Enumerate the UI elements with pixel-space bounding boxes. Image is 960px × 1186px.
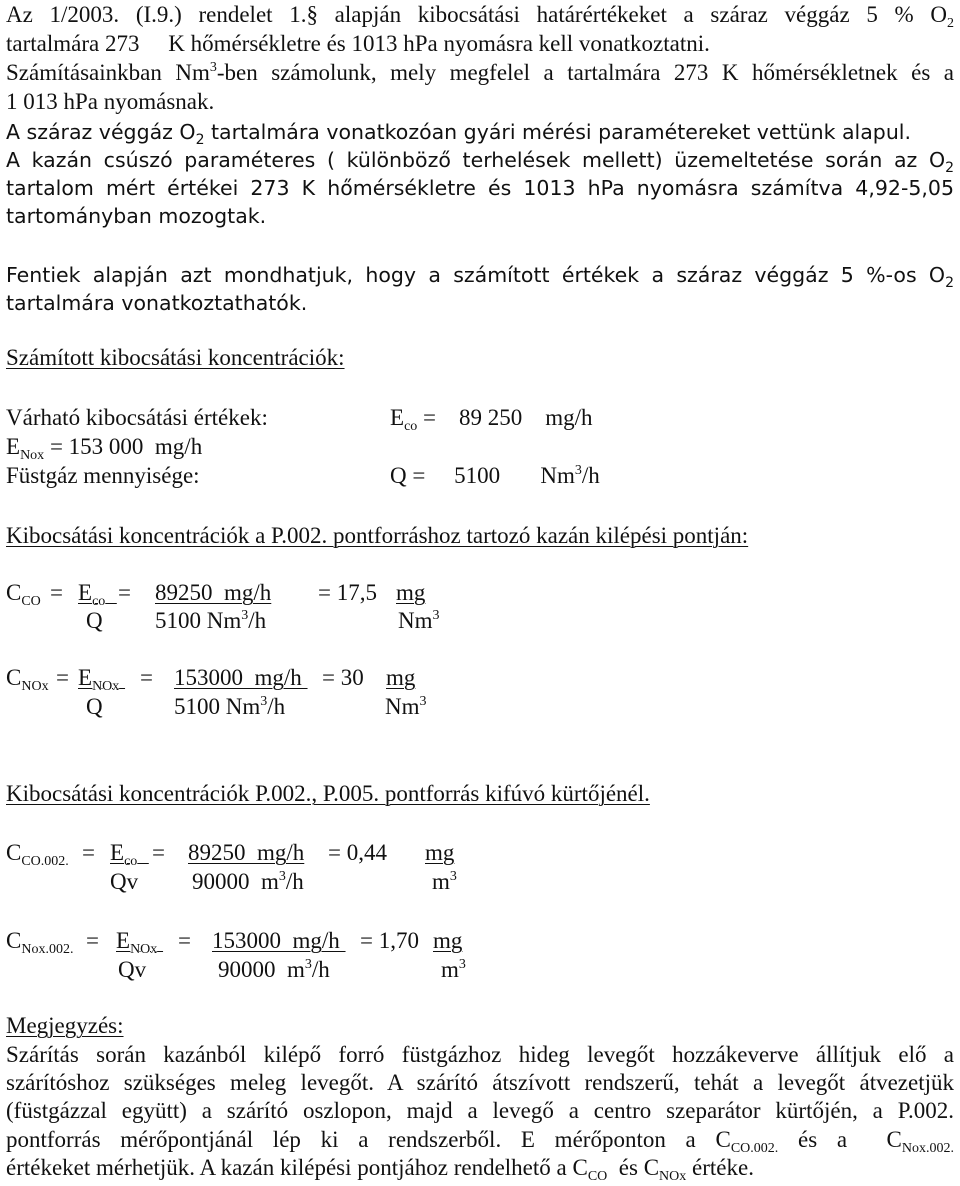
calc-cco-002-unit-den: $m^3$ — [432, 869, 457, 894]
note-line-4: pontforrás mérőpontjánál lép ki a rendszerből. E mérőponton a $C_{CO.002.}$ és a $C_{Nox.002.}$ — [6, 1127, 954, 1156]
calc-cnox-unit-num: mg — [386, 665, 416, 690]
calc-cnox-e: $E_{NOx}$ — [78, 665, 120, 694]
calc-cnox-unit-den: Nm$^3$ — [385, 694, 427, 719]
calc-cnox-result: = 30 — [322, 665, 364, 690]
calc-cnox-002-result: = 1,70 — [360, 928, 419, 953]
flue-gas-value: Q = 5100 Nm$^3$/h — [390, 463, 600, 488]
calc-cco-002-unit-num: mg — [425, 840, 455, 865]
intro-line-4: 1 013 hPa nyomásnak. — [6, 89, 215, 114]
calc-cco-002-denominator: 90000 $m^3/h$ — [192, 869, 304, 894]
heading-calculated-concentrations: Számított kibocsátási koncentrációk: — [6, 345, 345, 370]
calc-cnox-numerator: 153000 mg/h — [174, 665, 308, 690]
note-line-5: értékeket mérhetjük. A kazán kilépési pontjához rendelhető a $C_{CO}$ és $C_{NOx}$ értéke. — [6, 1155, 754, 1184]
enox-value: $E_{Nox} = 153$ 000 mg/h — [6, 434, 203, 463]
note-line-1: Szárítás során kazánból kilépő forró füstgázhoz hideg levegőt hozzákeverve állítjuk elő a — [6, 1042, 954, 1067]
calc-cco-eq1: = — [50, 580, 63, 605]
intro-line-6: A kazán csúszó paraméteres ( különböző terhelések mellett) üzemeltetése során az $O_2$ — [6, 148, 954, 176]
calc-cco-002-result: = 0,44 — [328, 840, 387, 865]
calc-cco-002-e: $E_{co}$ — [110, 840, 138, 869]
calc-cnox-002-e: $E_{NOx}$ — [116, 928, 158, 957]
intro-line-8: tartományban mozogtak. — [6, 204, 267, 228]
heading-boiler-exit-concentrations: Kibocsátási koncentrációk a P.002. pontforráshoz tartozó kazán kilépési pontján: — [6, 523, 749, 548]
calc-cco-unit-num: mg — [396, 580, 426, 605]
calc-cco-q: Q — [86, 608, 103, 633]
note-heading: Megjegyzés: — [6, 1013, 124, 1038]
calc-cco-e: $E_{co}$ — [78, 580, 106, 609]
calc-cco-eq2: = — [118, 580, 131, 605]
expected-values-label: Várható kibocsátási értékek: — [6, 405, 268, 430]
intro-line-5: A száraz véggáz $O_2$ tartalmára vonatkozóan gyári mérési paramétereket vettünk alapul. — [6, 120, 912, 148]
intro-line-1: Az 1/2003. (I.9.) rendelet 1.§ alapján kibocsátási határértékeket a száraz véggáz 5 % $O_2$ — [6, 2, 954, 31]
intro-line-2: tartalmára 273 K hőmérsékletre és 1013 hPa nyomásra kell vonatkoztatni. — [6, 31, 710, 56]
calc-cnox-eq2: = — [140, 665, 153, 690]
note-line-2: szárítóshoz szükséges meleg levegőt. A szárító átszívott rendszerű, tehát a levegőt átvezetjük — [6, 1070, 954, 1095]
heading-chimney-concentrations: Kibocsátási koncentrációk P.002., P.005. pontforrás kifúvó kürtőjénél. — [6, 781, 650, 806]
eco-value: $E_{co}$ = 89 250 mg/h — [390, 405, 593, 434]
intro-line-7: tartalom mért értékei 273 K hőmérsékletre és 1013 hPa nyomásra számítva 4,92-5,05 — [6, 176, 954, 200]
calc-cco-denominator: 5100 Nm$^3$/h — [155, 608, 267, 633]
calc-cnox-denominator: 5100 Nm$^3$/h — [174, 694, 286, 719]
paragraph-2-line-2: tartalmára vonatkoztathatók. — [6, 291, 308, 315]
flue-gas-label: Füstgáz mennyisége: — [6, 463, 200, 488]
calc-cnox-symbol: $C_{NOx}$ — [6, 665, 49, 694]
calc-cnox-002-denominator: 90000 $m^3/h$ — [218, 957, 330, 982]
calc-cnox-002-numerator: 153000 mg/h — [212, 928, 346, 953]
calc-cco-002-q: Qv — [110, 869, 139, 894]
calc-cco-002-eq2: = — [152, 840, 165, 865]
calc-cco-002-eq1: = — [82, 840, 95, 865]
calc-cnox-q: Q — [86, 694, 103, 719]
paragraph-2-line-1: Fentiek alapján azt mondhatjuk, hogy a számított értékek a száraz véggáz 5 %-os $O_2$ — [6, 263, 954, 291]
calc-cnox-002-eq1: = — [86, 928, 99, 953]
calc-cnox-002-unit-num: mg — [433, 928, 463, 953]
calc-cnox-002-unit-den: $m^3$ — [441, 957, 466, 982]
calc-cco-symbol: $C_{CO}$ — [6, 580, 41, 609]
calc-cco-unit-den: Nm$^3$ — [398, 608, 440, 633]
calc-cco-numerator: 89250 mg/h — [155, 580, 272, 605]
intro-line-3: Számításainkban Nm$^3$-ben számolunk, mely megfelel a tartalmára 273 K hőmérsékletnek és a — [6, 60, 954, 85]
calc-cco-002-symbol: $C_{CO.002.}$ — [6, 840, 69, 869]
calc-cco-result: = 17,5 — [318, 580, 377, 605]
calc-cco-002-numerator: 89250 mg/h — [188, 840, 305, 865]
calc-cnox-eq1: = — [56, 665, 69, 690]
calc-cnox-002-symbol: $C_{Nox.002.}$ — [6, 928, 74, 957]
calc-cnox-002-eq2: = — [178, 928, 191, 953]
calc-cnox-002-q: Qv — [118, 957, 147, 982]
note-line-3: (füstgázzal együtt) a szárító oszlopon, majd a levegő a centro szeparátor kürtőjén, a P.002. — [6, 1098, 954, 1123]
